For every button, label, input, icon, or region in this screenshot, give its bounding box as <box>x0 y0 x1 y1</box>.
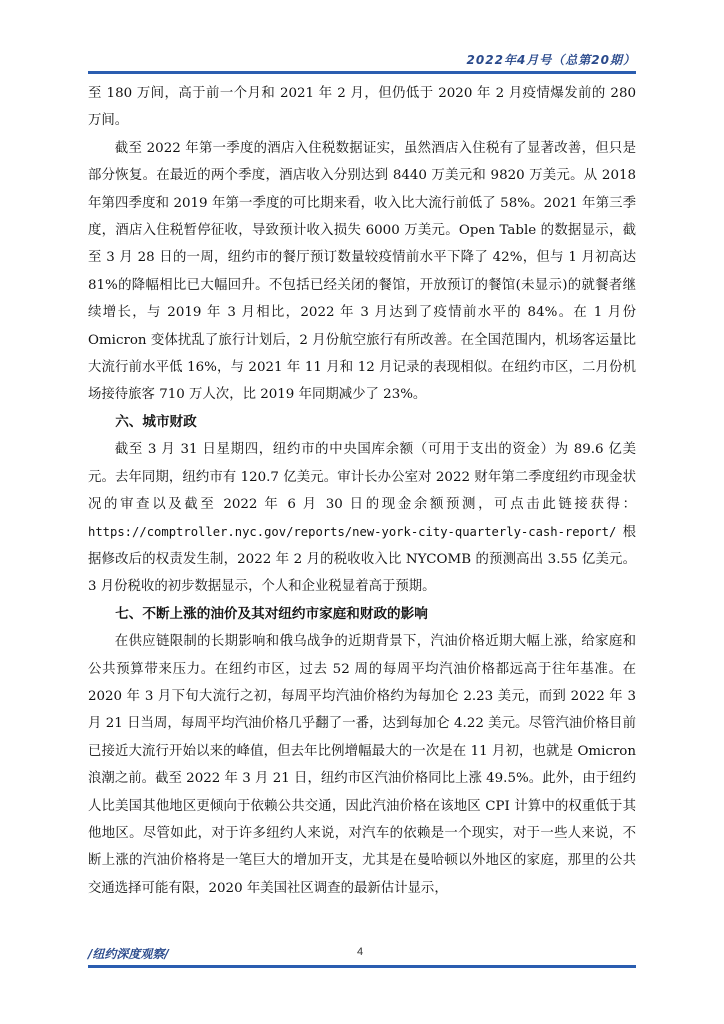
section-heading-city-finance: 六、城市财政 <box>115 413 197 430</box>
footer-divider <box>88 965 636 968</box>
header-divider <box>88 71 636 74</box>
paragraph-tourism: 截至 2022 年第一季度的酒店入住税数据证实，虽然酒店入住税有了显著改善，但只是部分恢复。在最近的两个季度，酒店收入分别达到 8440 万美元和 9820 万美元。从 2018 年第四季度和 2019 年第一季度的可比期来看，收入比大流行前低了 58%。2021 年第三季度，酒店入住税暂停征收，导致预计收入损失 6000 万美元。Open Table 的数据显示，截至 3 月 28 日的一周，纽约市的餐厅预订数量较疫情前水平下降了 42%，但与 1 月初高达 81%的降幅相比已大幅回升。不包括已经关闭的餐馆，开放预订的餐馆(未显示)的就餐者继续增长，与 2019 年 3 月相比，2022 年 3 月达到了疫情前水平的 84%。在 1 月份 Omicron 变体扰乱了旅行计划后，2 月份航空旅行有所改善。在全国范围内，机场客运量比大流行前水平低 16%，与 2021 年 11 月和 12 月记录的表现相似。在纽约市区，二月份机场接待旅客 710 万人次，比 2019 年同期减少了 23%。 <box>88 140 636 403</box>
page-number: 4 <box>357 946 364 958</box>
paragraph-city-finance-text: 截至 3 月 31 日星期四，纽约市的中央国库余额（可用于支出的资金）为 89.6 亿美元。去年同期，纽约市有 120.7 亿美元。审计长办公室对 2022 财年第二季度纽约市现金状况的审查以及截至 2022 年 6 月 30 日的现金余额预测，可点击此链接获得： <box>88 442 636 513</box>
article-body <box>88 80 636 902</box>
paragraph-city-finance <box>88 436 636 600</box>
issue-header: 2022年4月号（总第20期） <box>466 53 636 67</box>
cash-report-link[interactable]: https://comptroller.nyc.gov/reports/new-york-city-quarterly-cash-report/ <box>88 524 617 539</box>
paragraph-city-finance-tail: 根据修改后的权责发生制，2022 年 2 月的税收收入比 NYCOMB 的预测高出 3.55 亿美元。3 月份税收的初步数据显示，个人和企业税显着高于预期。 <box>88 524 636 595</box>
footer-publication-label: /纽约深度观察/ <box>88 947 169 961</box>
paragraph-oil-prices: 在供应链限制的长期影响和俄乌战争的近期背景下，汽油价格近期大幅上涨，给家庭和公共预算带来压力。在纽约市区，过去 52 周的每周平均汽油价格都远高于往年基准。在 2020 年 3 月下旬大流行之初，每周平均汽油价格约为每加仑 2.23 美元，而到 2022 年 3 月 21 日当周，每周平均汽油价格几乎翻了一番，达到每加仑 4.22 美元。尽管汽油价格目前已接近大流行开始以来的峰值，但去年比例增幅最大的一次是在 11 月初，也就是 Omicron 浪潮之前。截至 2022 年 3 月 21 日，纽约市区汽油价格同比上涨 49.5%。此外，由于纽约人比美国其他地区更倾向于依赖公共交通，因此汽油价格在该地区 CPI 计算中的权重低于其他地区。尽管如此，对于许多纽约人来说，对汽车的依赖是一个现实，对于一些人来说，不断上涨的汽油价格将是一笔巨大的增加开支，尤其是在曼哈顿以外地区的家庭，那里的公共交通选择可能有限，2020 年美国社区调查的最新估计显示， <box>88 634 636 896</box>
paragraph-continuation: 至 180 万间，高于前一个月和 2021 年 2 月，但仍低于 2020 年 2 月疫情爆发前的 280 万间。 <box>88 86 636 129</box>
section-heading-oil-prices: 七、不断上涨的油价及其对纽约市家庭和财政的影响 <box>115 605 428 622</box>
